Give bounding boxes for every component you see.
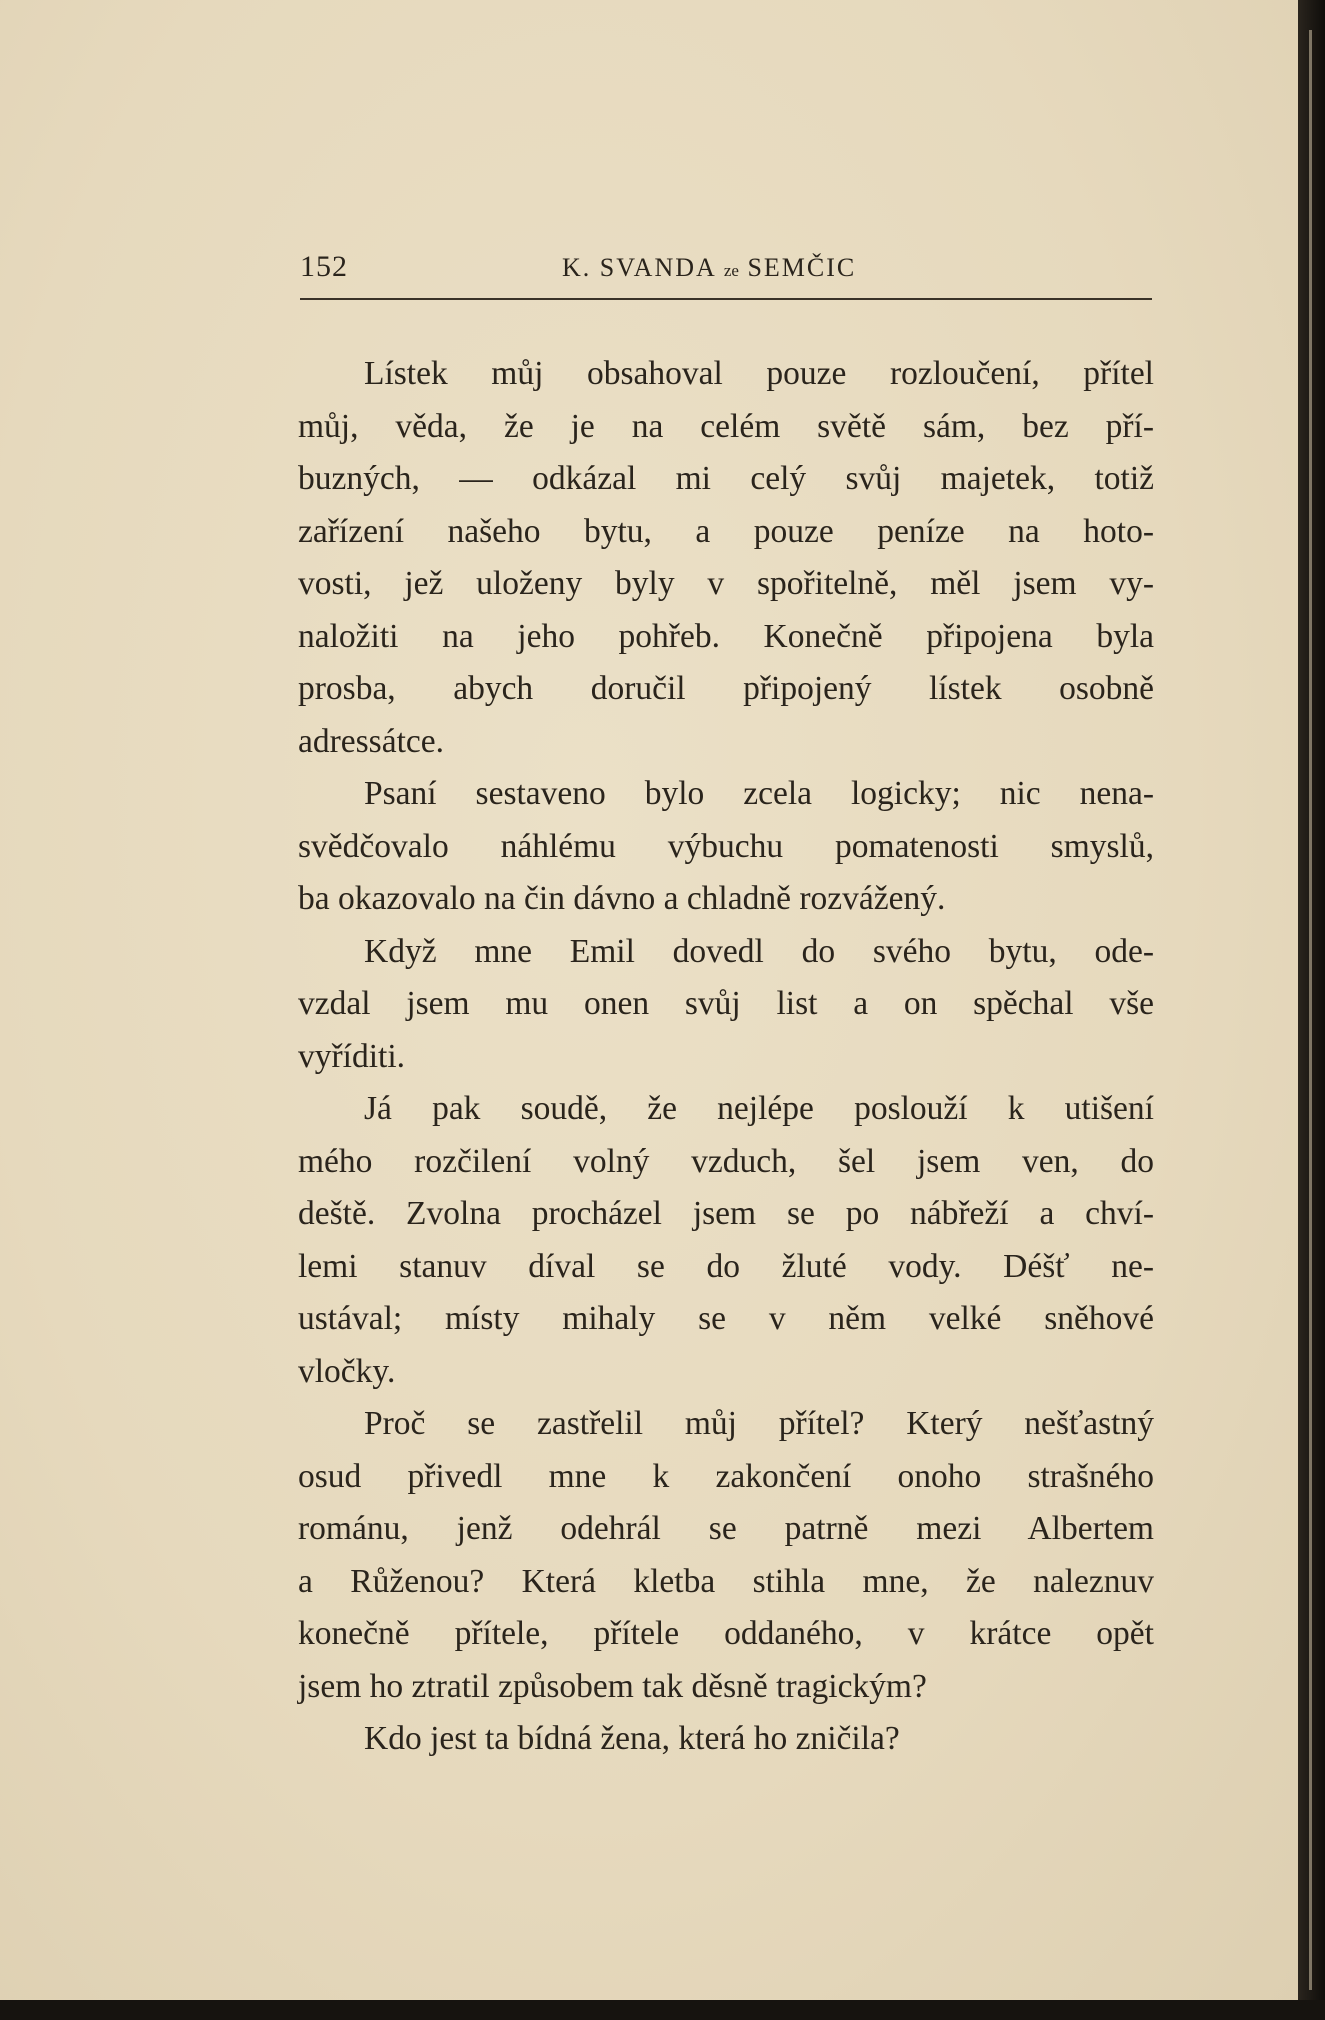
- text-line: jsem ho ztratil způsobem tak děsně tragickým?: [298, 1667, 927, 1705]
- text-line: Proč se zastřelil můj přítel? Který nešťastný: [364, 1405, 1154, 1442]
- text-line: ustával; místy mihaly se v něm velké sněhové: [298, 1300, 1154, 1337]
- text-line: vločky.: [298, 1352, 396, 1390]
- text-line: naložiti na jeho pohřeb. Konečně připojena byla: [298, 617, 1154, 655]
- text-line: prosba, abych doručil připojený lístek osobně: [298, 670, 1154, 707]
- body-text: [298, 348, 1154, 1766]
- text-line: můj, věda, že je na celém světě sám, bez pří-: [298, 407, 1154, 445]
- text-line: zařízení našeho bytu, a pouze peníze na hoto-: [298, 512, 1154, 550]
- text-line: buzných, — odkázal mi celý svůj majetek, totiž: [298, 460, 1154, 497]
- paragraph: [298, 926, 1154, 1084]
- text-line: osud přivedl mne k zakončení onoho strašného: [298, 1457, 1154, 1495]
- running-head: [562, 253, 856, 283]
- paragraph: [298, 1713, 1154, 1766]
- page-header: [300, 250, 1152, 290]
- running-head-place: SEMČIC: [747, 253, 857, 282]
- text-line: Lístek můj obsahoval pouze rozloučení, přítel: [364, 355, 1154, 392]
- text-line: vzdal jsem mu onen svůj list a on spěchal vše: [298, 985, 1154, 1022]
- spine-edge-line: [1309, 30, 1312, 1990]
- paragraph: [298, 768, 1154, 926]
- text-line: Kdo jest ta bídná žena, která ho zničila?: [364, 1720, 900, 1757]
- text-line: Já pak soudě, že nejlépe poslouží k utišení: [364, 1090, 1154, 1127]
- text-line: a Růženou? Která kletba stihla mne, že naleznuv: [298, 1562, 1154, 1600]
- scan-bottom-edge: [0, 2000, 1325, 2020]
- text-line: vyříditi.: [298, 1037, 406, 1075]
- page-number: 152: [300, 250, 348, 283]
- running-head-ze: ze: [723, 261, 739, 280]
- text-line: deště. Zvolna procházel jsem se po nábřeží a chví-: [298, 1195, 1154, 1232]
- running-head-author: K. SVANDA: [562, 253, 716, 282]
- text-line: ba okazovalo na čin dávno a chladně rozvážený.: [298, 880, 946, 917]
- text-line: vosti, jež uloženy byly v spořitelně, měl jsem vy-: [298, 565, 1154, 602]
- text-line: adressátce.: [298, 722, 445, 760]
- paragraph: [298, 1083, 1154, 1398]
- header-rule: [300, 298, 1152, 300]
- paragraph: [298, 348, 1154, 768]
- paragraph: [298, 1398, 1154, 1713]
- text-line: lemi stanuv díval se do žluté vody. Déšť ne-: [298, 1247, 1154, 1285]
- text-line: Psaní sestaveno bylo zcela logicky; nic nena-: [364, 775, 1154, 812]
- text-line: mého rozčilení volný vzduch, šel jsem ven, do: [298, 1142, 1154, 1180]
- text-line: svědčovalo náhlému výbuchu pomatenosti smyslů,: [298, 827, 1154, 865]
- text-line: románu, jenž odehrál se patrně mezi Albertem: [298, 1510, 1154, 1547]
- text-line: Když mne Emil dovedl do svého bytu, ode-: [364, 932, 1154, 970]
- text-line: konečně přítele, přítele oddaného, v krátce opět: [298, 1615, 1154, 1652]
